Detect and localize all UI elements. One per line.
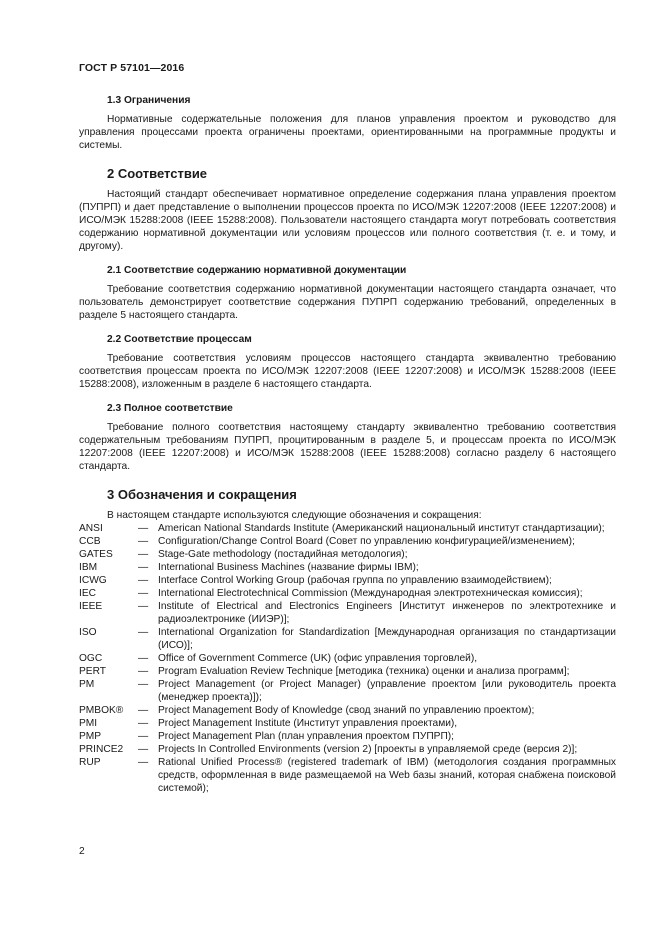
abbreviation-term: GATES [79,549,113,560]
abbreviation-term: RUP [79,757,101,768]
abbreviation-row [79,652,616,665]
abbreviation-row [79,574,616,587]
abbreviation-definition: Interface Control Working Group (рабочая группа по управлению взаимодействием); [158,575,552,586]
abbreviation-row [79,756,616,795]
abbreviation-dash: — [138,575,149,586]
abbreviation-term: PMP [79,731,102,742]
abbreviation-row [79,730,616,743]
abbreviation-dash: — [138,705,149,716]
section-1-3-title: 1.3 Ограничения [107,95,191,106]
abbreviation-definition: Stage-Gate methodology (постадийная методология); [158,549,408,560]
abbreviation-row [79,561,616,574]
abbreviation-dash: — [138,731,149,742]
abbreviation-definition: Institute of Electrical and Electronics Engineers [Институт инженеров по электротехнике и радиоэлектронике (ИИЭР)]; [158,601,616,625]
section-2-2-title: 2.2 Соответствие процессам [107,334,252,345]
abbreviation-term: CCB [79,536,101,547]
abbreviation-dash: — [138,718,149,729]
abbreviation-definition: Rational Unified Process® (registered trademark of IBM) (методология создания программных средств, оформленная в виде размещаемой на Web базы знаний, которая снабжена поисковой системой); [158,757,616,794]
abbreviation-term: PMI [79,718,98,729]
abbreviation-row [79,548,616,561]
abbreviation-term: ANSI [79,523,103,534]
abbreviation-dash: — [138,679,149,690]
abbreviation-term: IEEE [79,601,103,612]
abbreviation-definition: International Electrotechnical Commission (Международная электротехническая комиссия); [158,588,583,599]
abbreviation-row [79,535,616,548]
abbreviation-term: PM [79,679,95,690]
abbreviation-row [79,704,616,717]
abbreviation-row [79,600,616,626]
section-2-1-text: Требование соответствия содержанию нормативной документации настоящего стандарта означает, что пользователь демонстрирует соответствие содержания ПУПРП содержанию требований, определенных в разделе 5 настоящего стандарта. [79,284,616,321]
abbreviation-term: IBM [79,562,98,573]
abbreviation-definition: Program Evaluation Review Technique [методика (техника) оценки и анализа программ]; [158,666,570,677]
abbreviation-definition: Configuration/Change Control Board (Совет по управлению конфигурацией/изменением); [158,536,575,547]
abbreviation-dash: — [138,666,149,677]
abbreviation-definition: Project Management Institute (Институт управления проектами), [158,718,458,729]
abbreviations-list [79,522,616,795]
abbreviation-dash: — [138,627,149,638]
section-2-3-title: 2.3 Полное соответствие [107,403,233,414]
abbreviation-term: OGC [79,653,103,664]
section-2-3-text: Требование полного соответствия настоящему стандарту эквивалентно требованию соответствия содержательным требованиям ПУПРП, процитированным в разделе 5, и процессам проекта по ИСО/МЭК 12207:2008 (IEEE 12207:2008) и ИСО/МЭК 15288:2008 (IEEE 15288:2008) согласно разделу 6 настоящего стандарта. [79,422,616,472]
abbreviation-row [79,678,616,704]
abbreviation-dash: — [138,653,149,664]
abbreviation-dash: — [138,536,149,547]
abbreviation-term: PMBOK® [79,705,124,716]
abbreviation-term: ISO [79,627,97,638]
abbreviation-row [79,522,616,535]
abbreviation-row [79,665,616,678]
section-2-1-title: 2.1 Соответствие содержанию нормативной документации [107,265,407,276]
section-2-2-text: Требование соответствия условиям процессов настоящего стандарта эквивалентно требованию соответствия процессам проекта по ИСО/МЭК 12207:2008 (IEEE 12207:2008) и ИСО/МЭК 15288:2008 (IEEE 15288:2008), изложенным в разделе 6 настоящего стандарта. [79,353,616,390]
abbreviation-dash: — [138,588,149,599]
abbreviation-dash: — [138,601,149,612]
abbreviation-row [79,717,616,730]
abbreviation-definition: Projects In Controlled Environments (version 2) [проекты в управляемой среде (версия 2)]; [158,744,578,755]
section-1-3-text: Нормативные содержательные положения для планов управления проектом и руководство для управления процессами проекта ограничены проектами, ориентированными на программные продукты и системы. [79,114,616,151]
abbreviation-definition: Project Management Plan (план управления проектом ПУПРП); [158,731,455,742]
section-2-text: Настоящий стандарт обеспечивает нормативное определение содержания плана управления проектом (ПУПРП) и дает представление о выполнении процессов проекта по ИСО/МЭК 12207:2008 (IEEE 12207:2008) и ИСО/МЭК 15288:2008 (IEEE 15288:2008). Пользователи настоящего стандарта могут потребовать соответствия содержанию нормативной документации или условиям процессов или полного соответствия (т. е. и тому, и другому). [79,189,616,252]
abbreviation-definition: International Business Machines (название фирмы IBM); [158,562,419,573]
abbreviation-definition: American National Standards Institute (Американский национальный институт стандартизации); [158,523,605,534]
abbreviation-dash: — [138,549,149,560]
abbreviation-dash: — [138,757,149,768]
page-number: 2 [79,846,85,857]
abbreviation-row [79,587,616,600]
abbreviation-row [79,626,616,652]
section-3-intro: В настоящем стандарте используются следующие обозначения и сокращения: [107,510,482,521]
abbreviation-term: ICWG [79,575,107,586]
abbreviation-definition: International Organization for Standardization [Международная организация по стандартизации (ИСО)]; [158,627,616,651]
abbreviation-dash: — [138,562,149,573]
abbreviation-row [79,743,616,756]
section-2-title: 2 Соответствие [107,166,208,181]
abbreviation-term: IEC [79,588,96,599]
abbreviation-term: PRINCE2 [79,744,124,755]
abbreviation-dash: — [138,744,149,755]
abbreviation-dash: — [138,523,149,534]
abbreviation-definition: Project Management (or Project Manager) (управление проектом [или руководитель проекта (менеджер проекта)]); [158,679,616,703]
document-body [79,94,616,795]
standard-header: ГОСТ Р 57101—2016 [79,62,185,74]
abbreviation-term: PERT [79,666,106,677]
abbreviation-definition: Project Management Body of Knowledge (свод знаний по управлению проектом); [158,705,535,716]
abbreviation-definition: Office of Government Commerce (UK) (офис управления торговлей), [158,653,478,664]
section-3-title: 3 Обозначения и сокращения [107,487,297,502]
